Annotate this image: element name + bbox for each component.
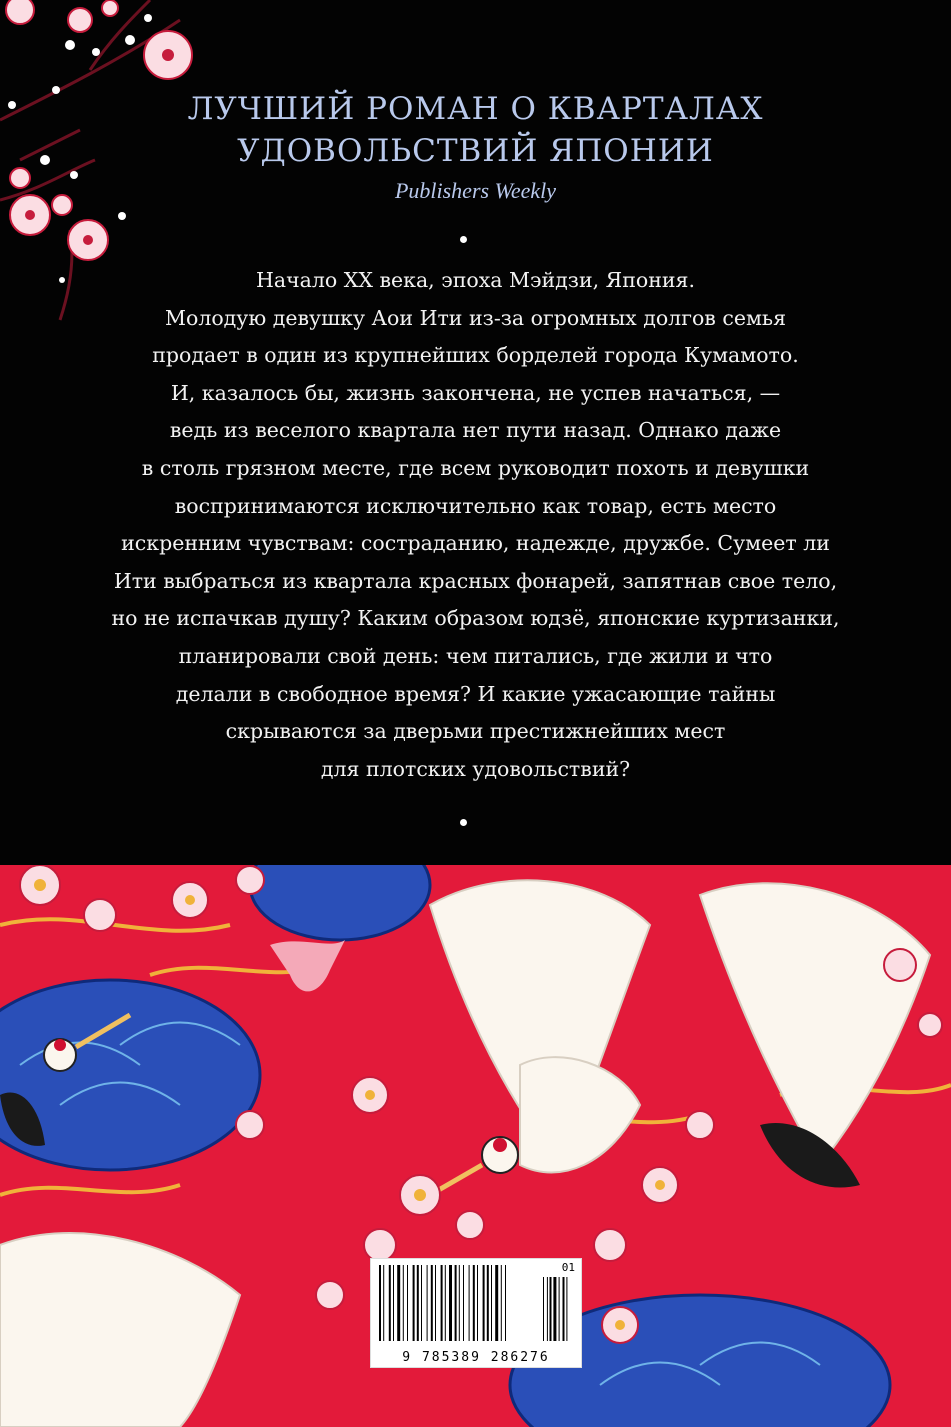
barcode-bar [491,1265,492,1341]
barcode-bar [449,1265,452,1341]
barcode-bar [393,1265,394,1341]
separator-dot [460,819,467,826]
barcode-bar [495,1265,498,1341]
book-description [40,262,911,788]
barcode-bar [463,1265,464,1341]
description-line: продает в один из крупнейших борделей города Кумамото. [152,343,799,368]
barcode-bar [389,1265,391,1341]
barcode-addon-bar [559,1277,560,1341]
barcode-addon-bar [553,1277,556,1341]
description-line: Начало XX века, эпоха Мэйдзи, Япония. [256,268,695,292]
barcode-bar [431,1265,433,1341]
description-line: для плотских удовольствий? [320,756,631,781]
barcode-addon-bar [566,1277,567,1341]
barcode-addon-bar [543,1277,544,1341]
description-line: но не испачкав душу? Каким образом юдзё, японские куртизанки, [111,606,840,631]
description-line: ведь из веселого квартала нет пути назад. Однако даже [169,418,782,443]
barcode-bar [459,1265,460,1341]
barcode-addon-bar [563,1277,565,1341]
barcode-addon-bar [550,1277,552,1341]
barcode-bar [441,1265,443,1341]
barcode-bar [421,1265,422,1341]
description-line: делали в свободное время? И какие ужасающие тайны [175,681,776,706]
barcode-bar [501,1265,502,1341]
barcode-bar [403,1265,404,1341]
barcode-bar [397,1265,400,1341]
description-line: Ити выбраться из квартала красных фонарей, запятнав свое тело, [113,568,838,593]
description-line: воспринимаются исключительно как товар, есть место [174,493,777,518]
headline-line: УДОВОЛЬСТВИЙ ЯПОНИИ [237,133,714,169]
barcode-bar [445,1265,446,1341]
description-line: планировали свой день: чем питались, где жили и что [178,643,773,668]
attribution: Publishers Weekly [394,178,557,203]
barcode-bar [427,1265,428,1341]
barcode-bar [505,1265,506,1341]
barcode-bar [483,1265,485,1341]
barcode-bar [379,1265,381,1341]
description-line: И, казалось бы, жизнь закончена, не успев начаться, — [170,380,781,405]
description-line: искренним чувствам: состраданию, надежде, дружбе. Сумеет ли [121,531,830,556]
description-line: в столь грязном месте, где всем руководит похоть и девушки [141,455,810,480]
headline-line: ЛУЧШИЙ РОМАН О КВАРТАЛАХ [187,91,764,127]
barcode-bar [469,1265,470,1341]
description-line: скрываются за дверьми престижнейших мест [225,719,726,744]
headline [0,88,951,172]
separator-dot [460,236,467,243]
barcode-bar [477,1265,478,1341]
barcode-bar [383,1265,384,1341]
barcode-bar [413,1265,415,1341]
barcode-bar [435,1265,436,1341]
barcode-bar [455,1265,457,1341]
isbn-number: 9 785389 286276 [402,1350,550,1365]
barcode-bar [473,1265,475,1341]
barcode-addon-bar [547,1277,548,1341]
barcode-bars [371,1259,581,1343]
description-line: Молодую девушку Аои Ити из-за огромных долгов семья [164,305,787,330]
barcode-bar [407,1265,408,1341]
barcode-bar [417,1265,419,1341]
barcode-addon: 01 [561,1261,575,1274]
barcode-bar [487,1265,489,1341]
isbn-barcode [370,1258,582,1368]
